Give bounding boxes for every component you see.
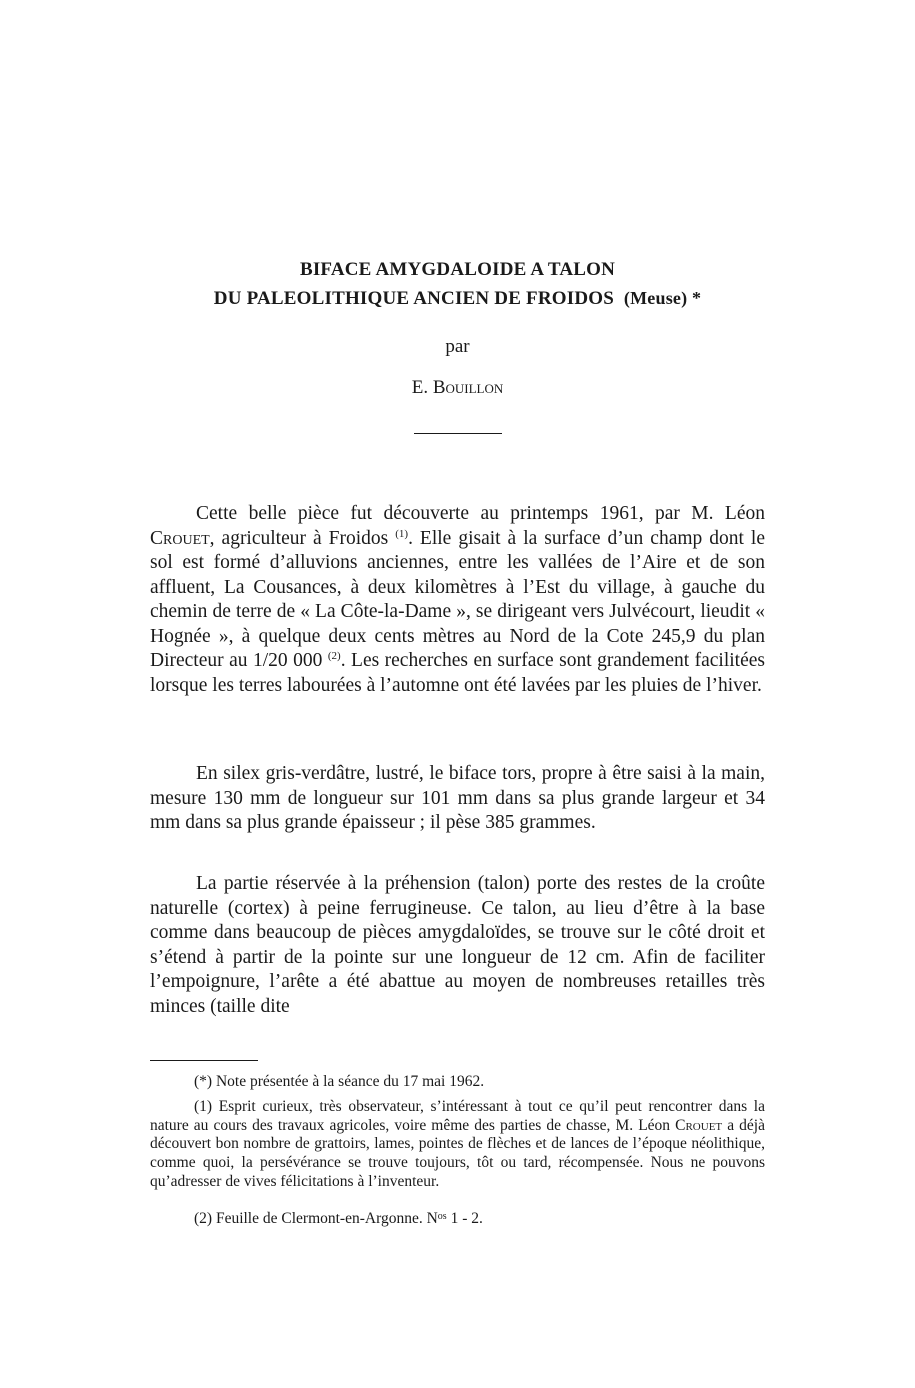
footnote-2-superscript: os bbox=[437, 1211, 447, 1222]
footnote-1-text-b: a déjà découvert bon nombre de grattoirs, lames, pointes de flèches et de lances de l’époque néolithique, comme quoi, la persévérance se trouve toujours, tôt ou tard, récompensée. Nous ne pouvons qu’adresser de vives félicitations à l’inventeur. bbox=[150, 1116, 765, 1190]
author-surname: Bouillon bbox=[432, 377, 504, 398]
footnote-2-text-a: (2) Feuille de Clermont-en-Argonne. N bbox=[194, 1210, 438, 1227]
footnote-divider bbox=[150, 1060, 258, 1061]
body-paragraph-3: La partie réservée à la préhension (talon) porte des restes de la croûte naturelle (cortex) à peine ferrugineuse. Ce talon, au lieu d’être à la base comme dans beaucoup de pièces amygdaloïdes, se trouve sur le côté droit et s’étend à partir de la pointe sur une longueur de 12 cm. Afin de faciliter l’empoignure, l’arête a été abattue au moyen de nombreuses retailles très minces (taille dite bbox=[150, 873, 765, 1017]
article-title-line-2 bbox=[0, 288, 915, 310]
footnote-2-text-b: 1 - 2. bbox=[446, 1210, 483, 1227]
body-paragraph-2: En silex gris-verdâtre, lustré, le biface tors, propre à être saisi à la main, mesure 130 mm de longueur sur 101 mm dans sa plus grande largeur et 34 mm dans sa plus grande épaisseur ; il pèse 385 grammes. bbox=[150, 763, 765, 833]
byline-par: par bbox=[445, 336, 470, 357]
author-initial: E. bbox=[411, 377, 429, 398]
footnote-ref-1: (1) bbox=[395, 527, 409, 540]
footnote-2 bbox=[150, 1210, 765, 1229]
author-name bbox=[0, 377, 915, 399]
article-title-region: (Meuse) * bbox=[623, 288, 702, 308]
p1-text-b: , agriculteur à Froidos bbox=[209, 527, 389, 549]
p1-person-name: Crouet bbox=[150, 527, 210, 549]
footnote-1 bbox=[150, 1098, 765, 1192]
p1-text-d: . Les recherches en surface sont grandement facilitées lorsque les terres labourées à l’automne ont été lavées par les pluies de l’hiver. bbox=[150, 650, 765, 696]
body-paragraph-1 bbox=[150, 502, 765, 698]
article-title-main: DU PALEOLITHIQUE ANCIEN DE FROIDOS bbox=[213, 288, 615, 309]
footnote-1-text-a: (1) Esprit curieux, très observateur, s’intéressant à tout ce qu’il peut rencontrer dans la nature au cours des travaux agricoles, voire même des parties de chasse, M. Léon bbox=[150, 1098, 765, 1134]
footnote-star: (*) Note présentée à la séance du 17 mai 1962. bbox=[194, 1073, 485, 1090]
p1-text-a: Cette belle pièce fut découverte au printemps 1961, par M. Léon bbox=[196, 503, 765, 524]
footnote-ref-2: (2) bbox=[327, 650, 341, 662]
p1-text-c: . Elle gisait à la surface d’un champ dont le sol est formé d’alluvions anciennes, entre les vallées de l’Aire et de son affluent, La Cousances, à deux kilomètres à l’Est du village, à gauche du chemin de terre de « La Côte-la-Dame », se dirigeant vers Julvécourt, lieudit « Hognée », à quelque deux cents mètres au Nord de la Cote 245,9 du plan Directeur au 1/20 000 bbox=[150, 527, 765, 671]
article-title-line-1: BIFACE AMYGDALOIDE A TALON bbox=[299, 259, 616, 280]
footnote-1-person-name: Crouet bbox=[675, 1116, 723, 1134]
title-divider bbox=[414, 433, 502, 434]
